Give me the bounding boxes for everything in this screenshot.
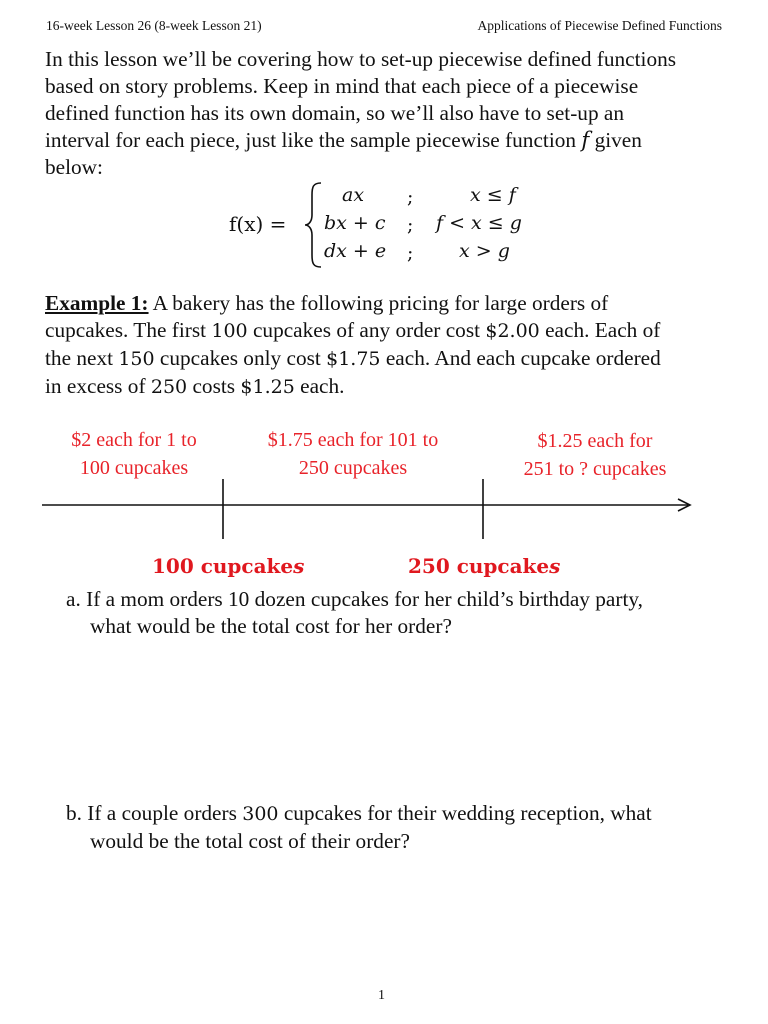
example-1-number: 100	[211, 320, 248, 342]
piecewise-lhs: f(x) =	[229, 212, 287, 236]
tick-label-100	[152, 554, 304, 578]
region-label-text: 250 cupcakes	[298, 457, 408, 479]
piece-3-condition: x > g	[459, 240, 510, 262]
region-label-2	[246, 426, 460, 482]
piece-2-expression: bx + c	[324, 212, 386, 234]
intro-line: below:	[45, 155, 103, 179]
piece-3-separator: ;	[407, 242, 414, 264]
intro-line: based on story problems. Keep in mind that each piece of a piecewise	[45, 74, 639, 98]
header-left: 16-week Lesson 26 (8-week Lesson 21)	[46, 18, 262, 33]
example-1-paragraph	[45, 290, 725, 401]
example-1-price: $1.75	[326, 348, 381, 370]
question-b-line: would be the total cost of their order?	[90, 829, 410, 853]
piece-2-condition: f < x ≤ g	[436, 212, 522, 234]
example-1-price: $2.00	[485, 320, 540, 342]
intro-given-word: given	[594, 128, 642, 152]
tick-label-250	[408, 554, 560, 578]
tick-label-text: 250 cupcake	[408, 554, 550, 578]
example-1-text: each. And each cupcake ordered	[380, 346, 661, 370]
intro-line: interval for each piece, just like the sample piecewise function	[45, 128, 577, 152]
question-b-text: b. If a couple orders	[66, 801, 243, 825]
piece-3-expression: dx + e	[324, 240, 387, 262]
example-1-label: Example 1:	[45, 291, 149, 315]
example-1-text: the next	[45, 346, 119, 370]
example-1-price: $1.25	[240, 376, 295, 398]
example-1-line	[45, 345, 725, 373]
example-1-number: 250	[150, 376, 188, 398]
number-line	[40, 475, 700, 545]
intro-line-with-function	[45, 127, 725, 154]
intro-paragraph	[45, 46, 725, 181]
question-a-line: what would be the total cost for her order?	[90, 614, 452, 638]
region-label-text: $1.25 each for	[537, 430, 653, 452]
example-1-text: in excess of	[45, 374, 151, 398]
example-1-text: each.	[294, 374, 345, 398]
example-1-text: cupcakes of any order cost	[247, 318, 486, 342]
function-name: f	[581, 128, 590, 153]
question-a	[66, 586, 726, 640]
example-1-number: 150	[118, 348, 155, 370]
region-label-text: 251 to ? cupcakes	[523, 458, 667, 480]
tick-label-text: s	[549, 554, 561, 578]
intro-line: defined function has its own domain, so we’ll also have to set-up an	[45, 101, 625, 125]
tick-label-text: s	[293, 554, 305, 578]
piece-1-condition: x ≤ f	[470, 184, 516, 206]
question-b-number: 300	[242, 803, 279, 825]
example-1-line	[45, 373, 725, 401]
question-b	[66, 800, 726, 855]
example-1-text: cupcakes. The first	[45, 318, 212, 342]
piece-1-separator: ;	[407, 186, 414, 208]
example-1-text: cupcakes only cost	[154, 346, 327, 370]
piece-2-separator: ;	[407, 214, 414, 236]
example-1-line	[45, 290, 725, 317]
question-a-line: a. If a mom orders 10 dozen cupcakes for her child’s birthday party,	[66, 587, 643, 611]
question-b-line	[66, 800, 726, 828]
region-label-text: 100 cupcakes	[79, 457, 189, 479]
question-b-text: cupcakes for their wedding reception, what	[278, 801, 652, 825]
header-right: Applications of Piecewise Defined Functions	[477, 18, 722, 33]
example-1-line	[45, 317, 725, 345]
intro-line: In this lesson we’ll be covering how to set-up piecewise defined functions	[45, 47, 677, 71]
region-label-1	[50, 426, 218, 482]
page-number: 1	[378, 988, 385, 1003]
piece-1-expression: ax	[342, 184, 365, 206]
region-label-text: $1.75 each for 101 to	[267, 429, 439, 451]
example-1-text: each. Each of	[539, 318, 661, 342]
left-brace	[303, 181, 323, 269]
example-1-text: costs	[187, 374, 241, 398]
region-label-text: $2 each for 1 to	[71, 429, 197, 451]
example-1-text: A bakery has the following pricing for large orders of	[148, 291, 609, 315]
tick-label-text: 100 cupcake	[152, 554, 294, 578]
